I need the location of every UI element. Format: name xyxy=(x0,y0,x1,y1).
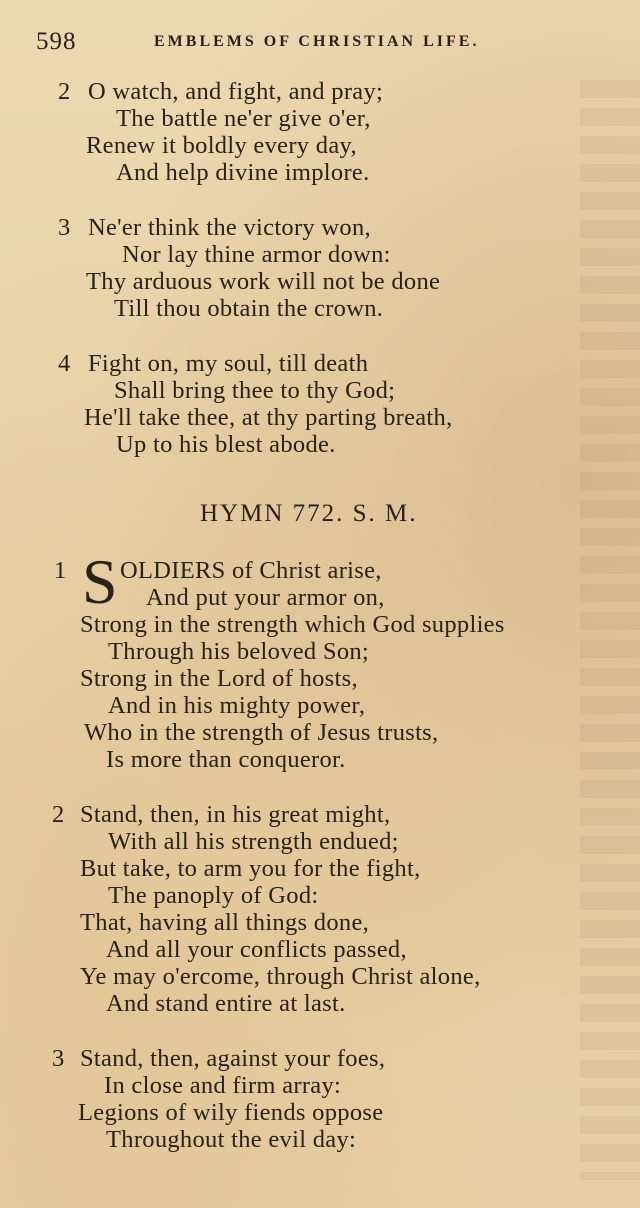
show-through-bleed xyxy=(580,80,640,1180)
verse-line: Strong in the strength which God supplies xyxy=(80,611,505,638)
verse-line: Stand, then, against your foes, xyxy=(80,1045,386,1072)
verse-line: Who in the strength of Jesus trusts, xyxy=(84,719,439,746)
verse-line: Throughout the evil day: xyxy=(106,1126,357,1153)
verse-line: Up to his blest abode. xyxy=(116,431,336,458)
stanza-number: 1 xyxy=(54,557,67,584)
verse-line: Shall bring thee to thy God; xyxy=(114,377,396,404)
stanza-number: 3 xyxy=(52,1045,65,1072)
verse-line: O watch, and fight, and pray; xyxy=(88,78,384,105)
verse-line: He'll take thee, at thy parting breath, xyxy=(84,404,453,431)
verse-line: Is more than conqueror. xyxy=(106,746,346,773)
verse-line: And put your armor on, xyxy=(146,584,385,611)
verse-line: The panoply of God: xyxy=(108,882,319,909)
verse-line: But take, to arm you for the fight, xyxy=(80,855,421,882)
page-header xyxy=(36,28,610,58)
stanza-number: 3 xyxy=(58,214,71,241)
stanza-number: 2 xyxy=(58,78,71,105)
verse-line: That, having all things done, xyxy=(80,909,370,936)
stanza-number: 4 xyxy=(58,350,71,377)
hymn-title: HYMN 772. S. M. xyxy=(200,500,418,527)
verse-line: And in his mighty power, xyxy=(108,692,366,719)
verse-line: Ye may o'ercome, through Christ alone, xyxy=(80,963,481,990)
verse-line: Thy arduous work will not be done xyxy=(86,268,441,295)
verse-line: Nor lay thine armor down: xyxy=(122,241,391,268)
verse-line: Legions of wily fiends oppose xyxy=(78,1099,384,1126)
stanza-number: 2 xyxy=(52,801,65,828)
page-number: 598 xyxy=(36,28,77,55)
verse-line: OLDIERS of Christ arise, xyxy=(120,557,382,584)
drop-cap: S xyxy=(82,546,118,617)
verse-line: And help divine implore. xyxy=(116,159,370,186)
verse-line: Till thou obtain the crown. xyxy=(114,295,384,322)
verse-line: And all your conflicts passed, xyxy=(106,936,407,963)
verse-line: And stand entire at last. xyxy=(106,990,346,1017)
verse-line: Renew it boldly every day, xyxy=(86,132,357,159)
verse-line: Stand, then, in his great might, xyxy=(80,801,391,828)
verse-line: The battle ne'er give o'er, xyxy=(116,105,371,132)
running-head: EMBLEMS OF CHRISTIAN LIFE. xyxy=(154,33,480,50)
verse-line: Strong in the Lord of hosts, xyxy=(80,665,358,692)
verse-line: Through his beloved Son; xyxy=(108,638,370,665)
verse-line: Ne'er think the victory won, xyxy=(88,214,371,241)
verse-line: Fight on, my soul, till death xyxy=(88,350,369,377)
verse-line: In close and firm array: xyxy=(104,1072,342,1099)
verse-line: With all his strength endued; xyxy=(108,828,399,855)
